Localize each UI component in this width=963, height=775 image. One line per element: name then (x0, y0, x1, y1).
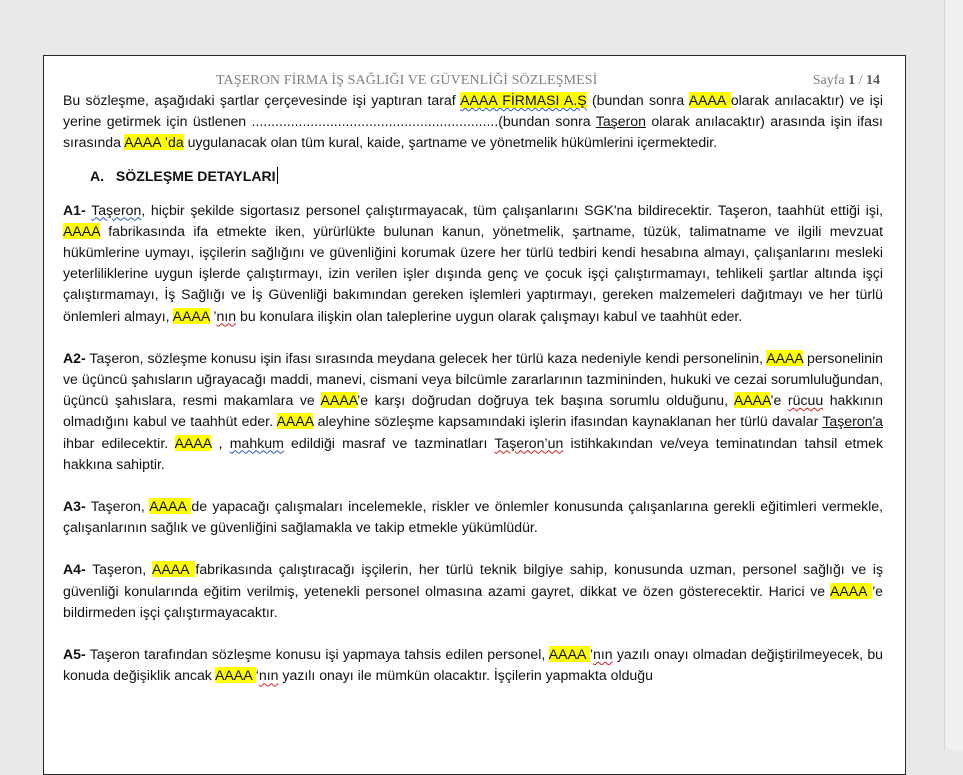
section-heading-a: A. SÖZLEŞME DETAYLARI (90, 167, 276, 184)
clause-a3: A3- Taşeron, AAAA de yapacağı çalışmaları incelemekle, riskler ve önlemler konusunda çalışanlarına gerekli eğitimleri vermekle, çalışanlarının sağlık ve güvenliğini sağlamakla ve takip etmekle yükümlüdür. (63, 498, 883, 536)
intro-paragraph: Bu sözleşme, aşağıdaki şartlar çerçevesinde işi yaptıran taraf AAAA FİRMASI A.Ş (bundan sonra AAAA olarak anılacaktır) ve işi yerine getirmek için üstlenen ...............................................................(bundan sonra Taşeron olarak anılacaktır) arasında işin ifası sırasında AAAA ’da uygulanacak olan tüm kural, kaide, şartname ve yönetmelik hükümlerini içermektedir. (63, 92, 883, 151)
clause-a5: A5- Taşeron tarafından sözleşme konusu işi yapmaya tahsis edilen personel, AAAA ’nın yazılı onayı olmadan değiştirilmeyecek, bu konuda değişiklik ancak AAAA ‘nın yazılı onayı ile mümkün olacaktır. İşçilerin yapmakta olduğu (63, 646, 883, 684)
document-page[interactable] (43, 55, 906, 775)
vertical-scrollbar[interactable] (944, 0, 963, 750)
page-number: Sayfa 1 / 14 (812, 73, 880, 88)
document-body[interactable] (63, 90, 883, 707)
header-title: TAŞERON FİRMA İŞ SAĞLIĞI VE GÜVENLİĞİ SÖZLEŞMESİ (216, 73, 598, 88)
clause-a2: A2- Taşeron, sözleşme konusu işin ifası sırasında meydana gelecek her türlü kaza nedeniyle kendi personelinin, AAAA personelinin ve üçüncü şahısların uğrayacağı maddi, manevi, cismani veya bilcümle zararlarının tazmininden, hukuki ve cezai sorumluluğundan, üçüncü şahıslara, resmi makamlara ve AAAA’e karşı doğrudan doğruya tek başına sorumlu olduğunu, AAAA’e rücuu hakkının olmadığını kabul ve taahhüt eder. AAAA aleyhine sözleşme kapsamındaki işlerin ifasından kaynaklanan her türlü davalar Taşeron'a ihbar edilecektir. AAAA , mahkum edildiği masraf ve tazminatları Taşeron’un istihkakından ve/veya teminatından tahsil etmek hakkına sahiptir. (63, 349, 883, 472)
clause-a1: A1- Taşeron, hiçbir şekilde sigortasız personel çalıştırmayacak, tüm çalışanlarını SGK'na bildirecektir. Taşeron, taahhüt ettiği işi, AAAA fabrikasında ifa etmekte iken, yürürlükte bulunan kanun, yönetmelik, şartname, tüzük, talimatname ve ilgili mevzuat hükümlerine uymayı, işçilerin sağlığını ve güvenliğini korumak üzere her türlü tedbiri kendi hesabına almayı, çalışanlarını mesleki yeterliliklerine uygun işlerde çalıştırmayı, izin verilen işler dışında genç ve çocuk işçi çalıştırmamayı, tehlikeli şartlar altında işçi çalıştırmamayı, İş Sağlığı ve İş Güvenliği bakımından gereken işlemleri yaptırmayı, gereken malzemeleri dağıtmayı ve her türlü önlemleri almayı, AAAA ’nın bu konulara ilişkin olan taleplerine uygun olarak çalışmayı kabul ve taahhüt eder. (63, 201, 883, 324)
clause-a4: A4- Taşeron, AAAA fabrikasında çalıştıracağı işçilerin, her türlü teknik bilgiye sahip, konusunda uzman, personel sağlığı ve iş güvenliği konularında eğitim verilmiş, yetenekli personel olmasına azami gayret, dikkat ve özen gösterecektir. Harici ve AAAA 'e bildirmeden işçi çalıştırmayacaktır. (63, 561, 883, 620)
text-cursor (277, 167, 278, 184)
